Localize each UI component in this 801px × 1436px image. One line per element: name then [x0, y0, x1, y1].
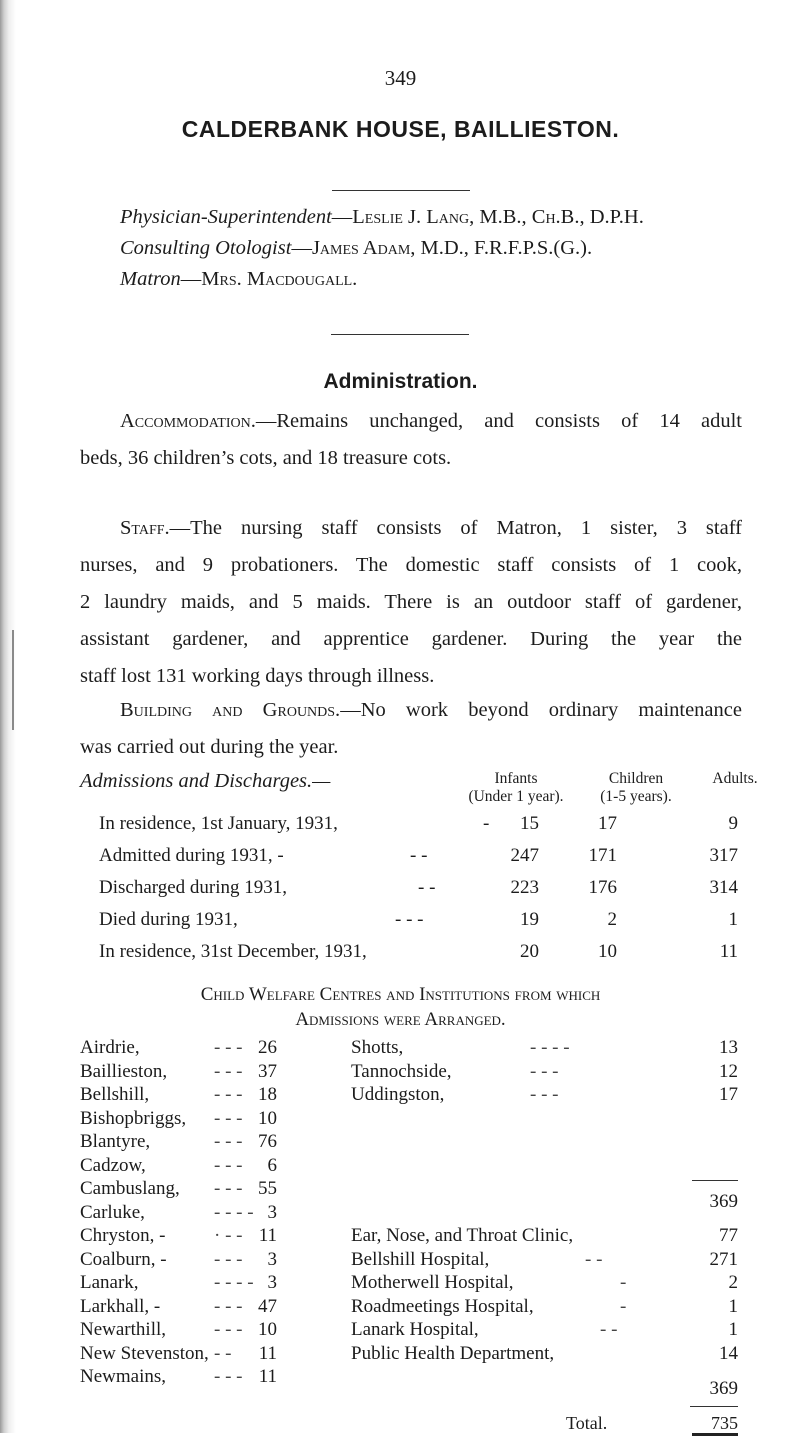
centre-leader: - - -: [214, 1107, 243, 1129]
centre-name: Bishopbriggs,: [80, 1107, 187, 1129]
centre-name: Cadzow,: [80, 1154, 146, 1176]
subtotal-upper: 369: [709, 1191, 738, 1212]
centre-count: 3: [267, 1272, 277, 1293]
superintendent-role: Physician-Superintendent: [120, 206, 332, 228]
centre-count: 18: [258, 1084, 277, 1105]
staff-line-2: nurses, and 9 probationers. The domestic staff consists of 1 cook,: [80, 554, 742, 576]
subtotal-rule-upper: [692, 1180, 738, 1181]
row-label: Discharged during 1931,: [99, 877, 288, 898]
row-leader: - -: [410, 845, 428, 866]
staff-line-5: staff lost 131 working days through illness.: [80, 665, 435, 687]
otologist-name: —James Adam, M.D., F.R.F.P.S.(G.).: [291, 237, 593, 259]
col-header-adults: Adults.: [712, 770, 758, 787]
centre-count: 13: [719, 1037, 738, 1058]
accommodation-lead: Accommodation.: [120, 410, 256, 432]
page-number: 349: [384, 66, 417, 90]
cell-infants: 223: [510, 877, 539, 898]
centre-count: 11: [258, 1366, 277, 1387]
cell-adults: 11: [719, 941, 738, 962]
cell-infants: 15: [520, 813, 539, 834]
cell-children: 10: [598, 941, 617, 962]
total-rule: [690, 1406, 738, 1407]
centre-leader: - - - -: [214, 1272, 254, 1293]
centre-name: Shotts,: [351, 1037, 404, 1058]
institution-leader: -: [620, 1295, 627, 1317]
centre-leader: - - -: [214, 1178, 243, 1199]
otologist-line: [120, 237, 592, 260]
matron-name: —Mrs. Macdougall.: [180, 268, 358, 290]
centre-leader: - - -: [214, 1366, 243, 1387]
centre-name: New Stevenston,: [80, 1342, 209, 1364]
centre-name: Airdrie,: [80, 1037, 140, 1058]
centre-leader: - - -: [214, 1037, 243, 1058]
cell-adults: 317: [709, 845, 738, 866]
centre-leader: - - -: [530, 1060, 559, 1082]
col-header-infants: Infants (Under 1 year).: [468, 770, 564, 805]
matron-role: Matron: [120, 268, 181, 290]
staff-line-1: Staff.—The nursing staff consists of Matron, 1 sister, 3 staff: [120, 517, 742, 539]
admissions-caption: Admissions and Discharges.—: [80, 770, 331, 792]
institution-name: Bellshill Hospital,: [351, 1248, 490, 1270]
matron-line: [120, 268, 357, 291]
subtotal-lower: 369: [709, 1378, 738, 1399]
accommodation-line-1: Accommodation.—Remains unchanged, and consists of 14 adult: [120, 410, 742, 432]
centre-leader: · - -: [214, 1225, 243, 1246]
row-leader: - -: [418, 877, 436, 898]
section-heading: Administration.: [323, 370, 478, 393]
centre-count: 3: [267, 1248, 277, 1270]
col-header-children: Children (1-5 years).: [600, 770, 672, 805]
institution-name: Ear, Nose, and Throat Clinic,: [351, 1225, 574, 1246]
institution-count: 271: [709, 1248, 738, 1270]
centre-name: Tannochside,: [351, 1060, 452, 1082]
institution-count: 2: [728, 1272, 738, 1293]
centre-count: 6: [267, 1154, 277, 1176]
centre-name: Coalburn, -: [80, 1248, 167, 1270]
section-rule: [331, 334, 469, 335]
centre-count: 26: [258, 1037, 277, 1058]
centre-leader: - - - -: [530, 1037, 570, 1058]
centre-leader: - - -: [214, 1154, 243, 1176]
total-label: Total.: [566, 1413, 608, 1433]
row-label: In residence, 1st January, 1931,: [99, 813, 338, 834]
institution-name: Roadmeetings Hospital,: [351, 1295, 534, 1317]
institution-leader: - -: [585, 1248, 603, 1270]
centre-count: 55: [258, 1178, 277, 1199]
centre-name: Cambuslang,: [80, 1178, 180, 1199]
institution-count: 1: [728, 1319, 738, 1340]
centre-leader: - - - -: [214, 1201, 254, 1223]
row-leader: -: [483, 813, 490, 834]
row-label: Died during 1931,: [99, 909, 238, 930]
centre-count: 10: [258, 1319, 277, 1340]
centre-count: 47: [258, 1295, 277, 1317]
centre-leader: - - -: [214, 1060, 243, 1082]
accommodation-line-2: beds, 36 children’s cots, and 18 treasure cots.: [80, 447, 452, 469]
spine-mark: [12, 630, 14, 730]
cell-adults: 1: [728, 909, 738, 930]
staff-line-4: assistant gardener, and apprentice gardener. During the year the: [80, 628, 742, 650]
centre-name: Blantyre,: [80, 1131, 151, 1152]
centre-leader: - -: [214, 1342, 232, 1364]
row-label: In residence, 31st December, 1931,: [99, 941, 367, 962]
cell-infants: 247: [510, 845, 539, 866]
cell-children: 176: [588, 877, 617, 898]
cell-infants: 20: [520, 941, 539, 962]
staff-line-3: 2 laundry maids, and 5 maids. There is an outdoor staff of gardener,: [80, 591, 742, 613]
centre-name: Newmains,: [80, 1366, 167, 1387]
centre-name: Uddingston,: [351, 1084, 445, 1105]
superintendent-name: —Leslie J. Lang, M.B., Ch.B., D.P.H.: [331, 206, 644, 228]
building-line-1: Building and Grounds.—No work beyond ordinary maintenance: [120, 699, 742, 721]
institution-count: 1: [728, 1295, 738, 1317]
page-title: CALDERBANK HOUSE, BAILLIESTON.: [181, 116, 620, 142]
cell-adults: 9: [728, 813, 738, 834]
institution-leader: - -: [600, 1319, 618, 1340]
centre-leader: - - -: [214, 1131, 243, 1152]
centre-count: 37: [258, 1060, 277, 1082]
title-rule: [332, 190, 470, 191]
superintendent-line: [120, 206, 644, 229]
building-lead: Building and Grounds.: [120, 699, 341, 721]
centre-count: 11: [258, 1342, 277, 1364]
centre-leader: - - -: [214, 1084, 243, 1105]
centre-count: 3: [267, 1201, 277, 1223]
building-line-2: was carried out during the year.: [80, 736, 339, 758]
row-leader: - - -: [395, 909, 424, 930]
staff-paragraph: [80, 510, 742, 695]
institution-name: Lanark Hospital,: [351, 1319, 479, 1340]
centre-name: Larkhall, -: [80, 1295, 161, 1317]
institution-count: 14: [719, 1342, 738, 1364]
institution-name: Public Health Department,: [351, 1342, 555, 1364]
cell-adults: 314: [709, 877, 738, 898]
centre-name: Baillieston,: [80, 1060, 168, 1082]
otologist-role: Consulting Otologist: [120, 237, 292, 259]
centres-heading-2: Admissions were Arranged.: [295, 1009, 506, 1030]
centre-name: Bellshill,: [80, 1084, 150, 1105]
cell-children: 17: [598, 813, 617, 834]
centre-leader: - - -: [214, 1295, 243, 1317]
staff-lead: Staff.: [120, 517, 170, 539]
centre-leader: - - -: [214, 1248, 243, 1270]
cell-children: 2: [607, 909, 617, 930]
centre-name: Carluke,: [80, 1201, 145, 1223]
centre-name: Chryston, -: [80, 1225, 166, 1246]
building-paragraph: [80, 692, 742, 766]
cell-children: 171: [588, 845, 617, 866]
centre-count: 10: [258, 1107, 277, 1129]
institution-name: Motherwell Hospital,: [351, 1272, 514, 1293]
row-label: Admitted during 1931, -: [99, 845, 284, 866]
institution-leader: -: [620, 1272, 627, 1293]
centre-leader: - - -: [530, 1084, 559, 1105]
total-value: 735: [711, 1413, 738, 1433]
accommodation-paragraph: [80, 403, 742, 477]
centre-count: 12: [719, 1060, 738, 1082]
cell-infants: 19: [520, 909, 539, 930]
centre-count: 76: [258, 1131, 277, 1152]
centre-leader: - - -: [214, 1319, 243, 1340]
centre-name: Lanark,: [80, 1272, 139, 1293]
institution-count: 77: [719, 1225, 738, 1246]
centre-count: 11: [258, 1225, 277, 1246]
centre-count: 17: [719, 1084, 738, 1105]
centres-heading-1: Child Welfare Centres and Institutions from which: [200, 984, 601, 1005]
centre-name: Newarthill,: [80, 1319, 167, 1340]
